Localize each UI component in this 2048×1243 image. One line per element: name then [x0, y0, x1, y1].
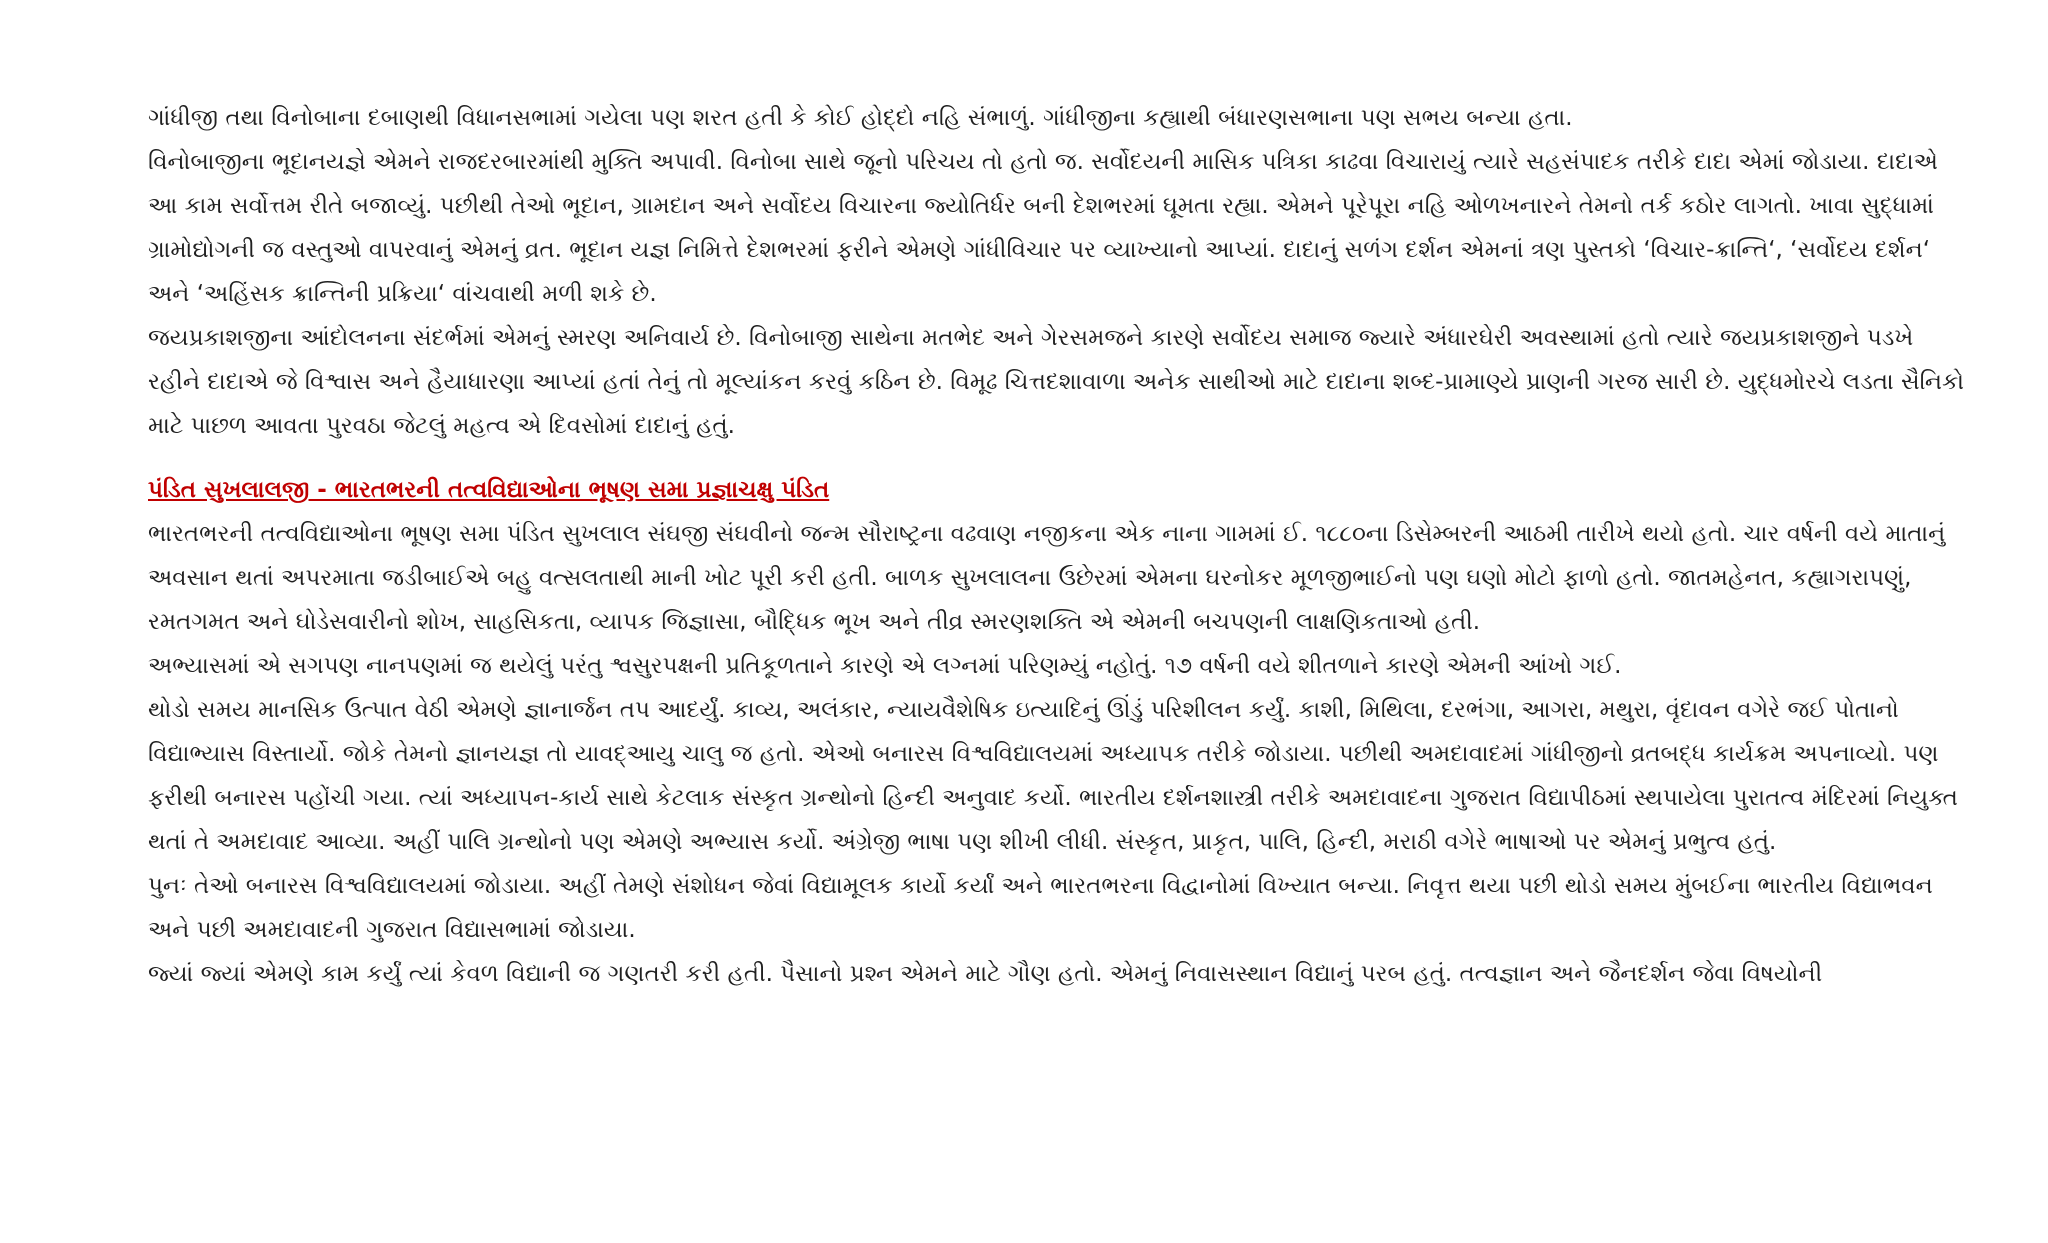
- paragraph: અભ્યાસમાં એ સગપણ નાનપણમાં જ થયેલું પરંતુ શ્વસુરપક્ષની પ્રતિકૂળતાને કારણે એ લગ્નમાં પરિણમ્યું નહોતું. ૧૭ વર્ષની વયે શીતળાને કારણે એમની આંખો ગઈ.: [148, 653, 1622, 679]
- paragraph: ભારતભરની તત્વવિદ્યાઓના ભૂષણ સમા પંડિત સુખલાલ સંઘજી સંઘવીનો જન્મ સૌરાષ્ટ્રના વઢવાણ નજીકના એક નાના ગામમાં ઈ. ૧૮૮૦ના ડિસેમ્બરની આઠમી તારીખે થયો હતો. ચાર વર્ષની વયે માતાનું અવસાન થતાં અપરમાતા જડીબાઈએ બહુ વત્સલતાથી માની ખોટ પૂરી કરી હતી. બાળક સુખલાલના ઉછેરમાં એમના ઘરનોકર મૂળજીભાઈનો પણ ઘણો મોટો ફાળો હતો. જાતમહેનત, કહ્યાગરાપણું, રમતગમત અને ઘોડેસવારીનો શોખ, સાહસિકતા, વ્યાપક જિજ્ઞાસા, બૌદ્ધિક ભૂખ અને તીવ્ર સ્મરણશક્તિ એ એમની બચપણની લાક્ષણિકતાઓ હતી.: [148, 521, 1946, 635]
- paragraph: જ્યાં જ્યાં એમણે કામ કર્યું ત્યાં કેવળ વિદ્યાની જ ગણતરી કરી હતી. પૈસાનો પ્રશ્ન એમને માટે ગૌણ હતો. એમનું નિવાસસ્થાન વિદ્યાનું પરબ હતું. તત્વજ્ઞાન અને જૈનદર્શન જેવા વિષયોની: [148, 961, 1823, 987]
- paragraph: ગાંધીજી તથા વિનોબાના દબાણથી વિધાનસભામાં ગયેલા પણ શરત હતી કે કોઈ હોદ્દો નહિ સંભાળું. ગાંધીજીના કહ્યાથી બંધારણસભાના પણ સભય બન્યા હતા.: [148, 105, 1573, 131]
- section-dada: [148, 96, 1968, 448]
- paragraph: જયપ્રકાશજીના આંદોલનના સંદર્ભમાં એમનું સ્મરણ અનિવાર્ય છે. વિનોબાજી સાથેના મતભેદ અને ગેરસમજને કારણે સર્વોદય સમાજ જ્યારે અંધારઘેરી અવસ્થામાં હતો ત્યારે જયપ્રકાશજીને પડખે રહીને દાદાએ જે વિશ્વાસ અને હૈયાધારણા આપ્યાં હતાં તેનું તો મૂલ્યાંકન કરવું કઠિન છે. વિમૂઢ ચિત્તદશાવાળા અનેક સાથીઓ માટે દાદાના શબ્દ-પ્રામાણ્યે પ્રાણની ગરજ સારી છે. યુદ્ધમોરચે લડતા સૈનિકો માટે પાછળ આવતા પુરવઠા જેટલું મહત્વ એ દિવસોમાં દાદાનું હતું.: [148, 325, 1964, 439]
- paragraph: વિનોબાજીના ભૂદાનયજ્ઞે એમને રાજદરબારમાંથી મુક્તિ અપાવી. વિનોબા સાથે જૂનો પરિચય તો હતો જ. સર્વોદયની માસિક પત્રિકા કાઢવા વિચારાયું ત્યારે સહસંપાદક તરીકે દાદા એમાં જોડાયા. દાદાએ આ કામ સર્વોત્તમ રીતે બજાવ્યું. પછીથી તેઓ ભૂદાન, ગ્રામદાન અને સર્વોદય વિચારના જ્યોતિર્ધર બની દેશભરમાં ઘૂમતા રહ્યા. એમને પૂરેપૂરા નહિ ઓળખનારને તેમનો તર્ક કઠોર લાગતો. ખાવા સુદ્ધામાં ગ્રામોદ્યોગની જ વસ્તુઓ વાપરવાનું એમનું વ્રત. ભૂદાન યજ્ઞ નિમિત્તે દેશભરમાં ફરીને એમણે ગાંધીવિચાર પર વ્યાખ્યાનો આપ્યાં. દાદાનું સળંગ દર્શન એમનાં ત્રણ પુસ્તકો ‘વિચાર-ક્રાન્તિ‘, ‘સર્વોદય દર્શન‘ અને ‘અહિંસક ક્રાન્તિની પ્રક્રિયા‘ વાંચવાથી મળી શકે છે.: [148, 149, 1938, 307]
- paragraph: પુનઃ તેઓ બનારસ વિશ્વવિદ્યાલયમાં જોડાયા. અહીં તેમણે સંશોધન જેવાં વિદ્યામૂલક કાર્યો કર્યાં અને ભારતભરના વિદ્વાનોમાં વિખ્યાત બન્યા. નિવૃત્ત થયા પછી થોડો સમય મુંબઈના ભારતીય વિદ્યાભવન અને પછી અમદાવાદની ગુજરાત વિદ્યાસભામાં જોડાયા.: [148, 873, 1933, 943]
- paragraph: થોડો સમય માનસિક ઉત્પાત વેઠી એમણે જ્ઞાનાર્જન તપ આદર્યું. કાવ્ય, અલંકાર, ન્યાયવૈશેષિક ઇત્યાદિનું ઊંડું પરિશીલન કર્યું. કાશી, મિથિલા, દરભંગા, આગરા, મથુરા, વૃંદાવન વગેરે જઈ પોતાનો વિદ્યાભ્યાસ વિસ્તાર્યો. જોકે તેમનો જ્ઞાનયજ્ઞ તો યાવદ્આયુ ચાલુ જ હતો. એઓ બનારસ વિશ્વવિદ્યાલયમાં અધ્યાપક તરીકે જોડાયા. પછીથી અમદાવાદમાં ગાંધીજીનો વ્રતબદ્ધ કાર્યક્રમ અપનાવ્યો. પણ ફરીથી બનારસ પહોંચી ગયા. ત્યાં અધ્યાપન-કાર્ય સાથે કેટલાક સંસ્કૃત ગ્રન્થોનો હિન્દી અનુવાદ કર્યો. ભારતીય દર્શનશાસ્ત્રી તરીકે અમદાવાદના ગુજરાત વિદ્યાપીઠમાં સ્થપાયેલા પુરાતત્વ મંદિરમાં નિયુક્ત થતાં તે અમદાવાદ આવ્યા. અહીં પાલિ ગ્રન્થોનો પણ એમણે અભ્યાસ કર્યો. અંગ્રેજી ભાષા પણ શીખી લીધી. સંસ્કૃત, પ્રાકૃત, પાલિ, હિન્દી, મરાઠી વગેરે ભાષાઓ પર એમનું પ્રભુત્વ હતું.: [148, 697, 1958, 855]
- section-heading: પંડિત સુખલાલજી - ભારતભરની તત્વવિદ્યાઓના ભૂષણ સમા પ્રજ્ઞાચક્ષુ પંડિત: [148, 477, 830, 503]
- document-page: [148, 96, 1968, 996]
- section-sukhlalji: [148, 468, 1968, 996]
- section-divider: [148, 448, 1968, 468]
